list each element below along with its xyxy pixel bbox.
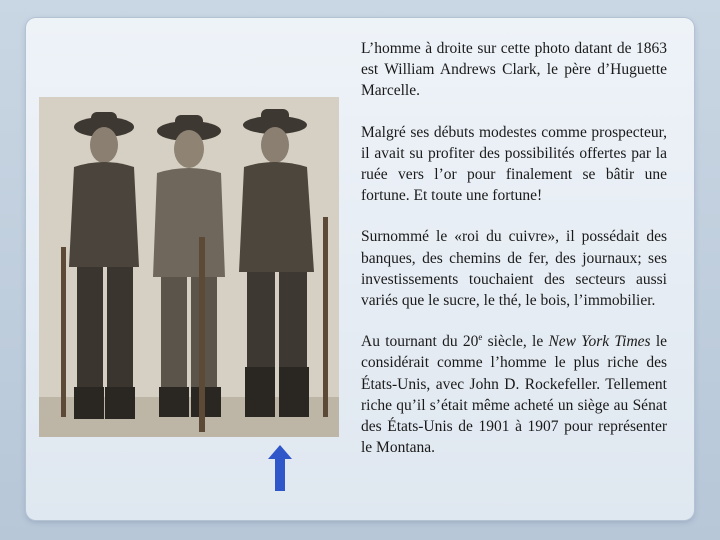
- paragraph-3: Surnommé le «roi du cuivre», il possédait des banques, des chemins de fer, des journaux; ses investissements touchaient des secteurs aussi variés que le sucre, le thé, le bois, l’immobilier.: [361, 228, 667, 310]
- body-text: [361, 38, 667, 458]
- paragraph-4-part-3: le considérait comme l’homme le plus riche des États-Unis, avec John D. Rockefeller. Tellement riche qu’il s’était même acheté un siège au Sénat des États-Unis de 1901 à 1907 pour représenter le Montana.: [361, 333, 667, 457]
- paragraph-2: Malgré ses débuts modestes comme prospecteur, il avait su profiter des possibilités offertes par la ruée vers l’or pour finalement se bâtir une fortune. Et toute une fortune!: [361, 123, 667, 205]
- ordinal-suffix: e: [478, 332, 483, 343]
- paragraph-4-part-1: Au tournant du 20: [361, 333, 479, 351]
- paragraph-4: [361, 331, 667, 458]
- arrow-up-icon: [268, 445, 292, 491]
- paragraph-4-part-2: siècle, le: [482, 333, 549, 351]
- paragraph-1: L’homme à droite sur cette photo datant de 1863 est William Andrews Clark, le père d’Huguette Marcelle.: [361, 40, 667, 100]
- historical-photo: [39, 97, 339, 437]
- newspaper-title: New York Times: [548, 333, 651, 351]
- three-men-photo-illustration: [39, 97, 339, 437]
